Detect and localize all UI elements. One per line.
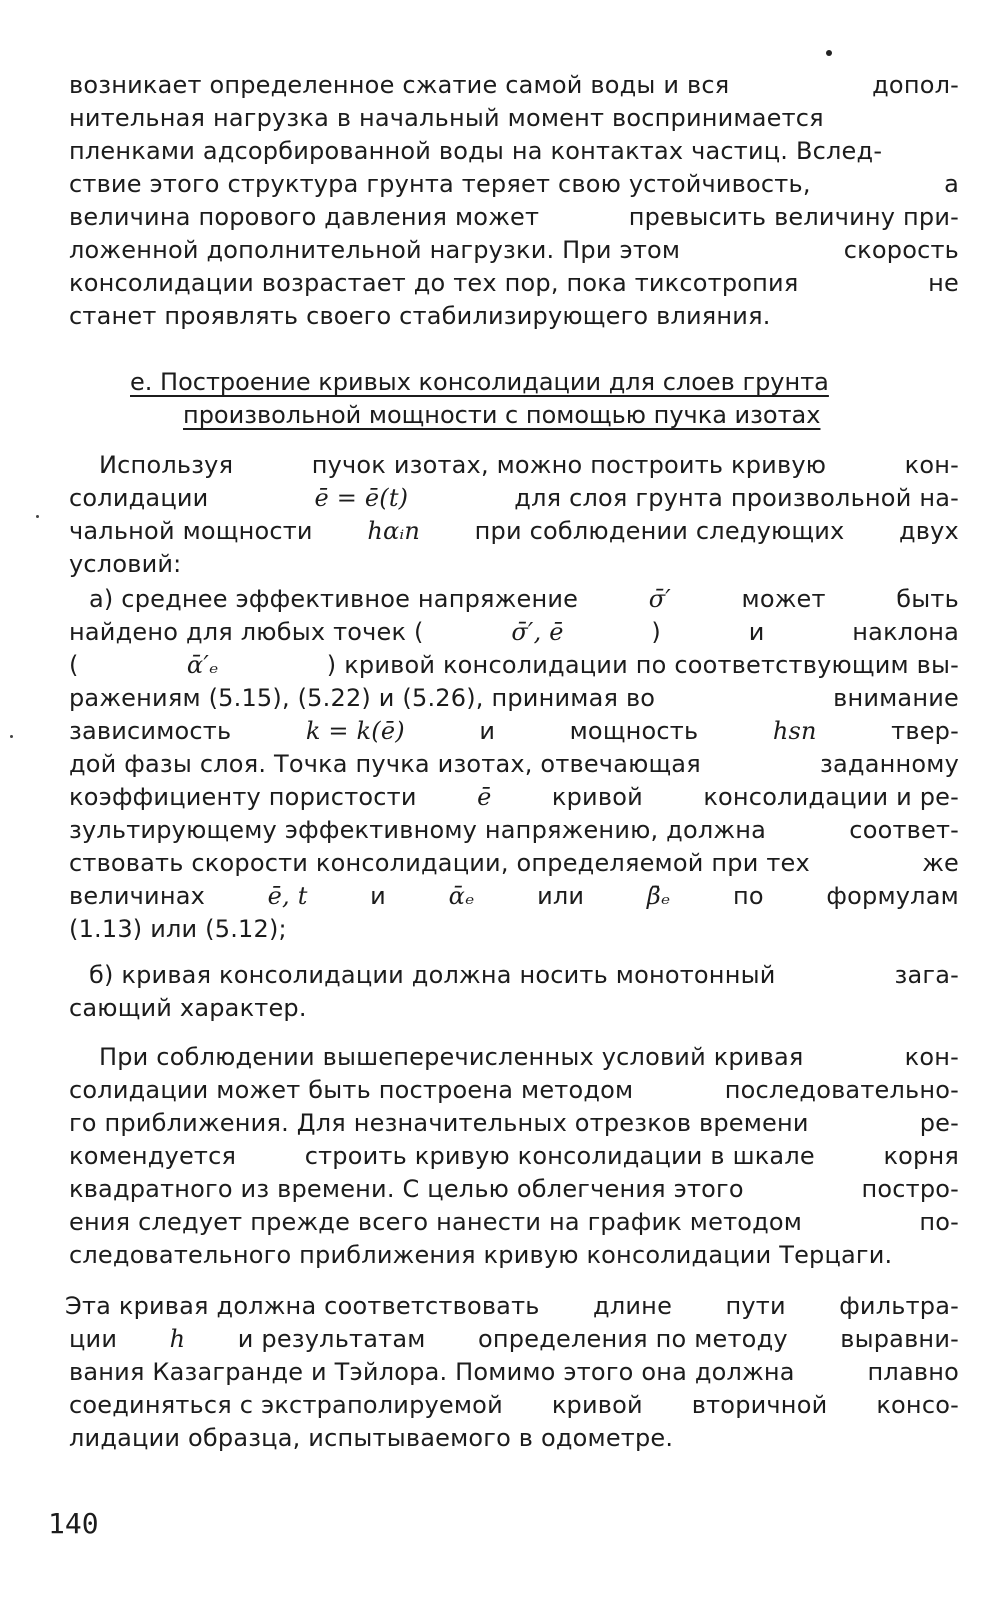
text-run: кривой [551,783,643,811]
text-run: пучок изотах, можно построить кривую [311,451,827,479]
text-run: при соблюдении следующих [474,517,845,545]
text-run: длине [593,1292,673,1320]
page-number: 140 [48,1507,99,1540]
text-run: ( [69,651,79,679]
text-line [69,1390,959,1420]
text-run: кон- [904,451,959,479]
print-speck [36,515,39,518]
heading-line-1: е. Построение кривых консолидации для слоев грунта [130,368,829,396]
text-run: лидации образца, испытываемого в одометре. [69,1424,674,1452]
text-run: солидации может быть построена методом [69,1076,634,1104]
text-run: σ̄′ [648,585,671,613]
text-line [89,584,959,614]
text-line [69,235,959,265]
text-run: внимание [833,684,959,712]
text-run: ции [69,1325,118,1353]
text-run: консолидации возрастает до тех пор, пока тиксотропия [69,269,799,297]
text-run: и результатам [237,1325,426,1353]
text-run: квадратного из времени. С целью облегчения этого [69,1175,744,1203]
text-run: же [922,849,959,877]
text-run: выравни- [840,1325,959,1353]
text-run: условий: [69,550,182,578]
text-run: k = k(ē) [305,717,405,745]
text-line [69,483,959,513]
text-line [69,1174,959,1204]
text-run: комендуется [69,1142,237,1170]
text-line [69,549,959,579]
text-run: и [748,618,765,646]
text-run: а) среднее эффективное напряжение [89,585,579,613]
text-line [69,683,959,713]
text-line [69,516,959,546]
text-run: При соблюдении вышеперечисленных условий кривая [99,1043,804,1071]
text-run: солидации [69,484,209,512]
text-run: величинах [69,882,206,910]
text-run: чальной мощности [69,517,313,545]
text-run: ствовать скорости консолидации, определяемой при тех [69,849,810,877]
text-run: ) [651,618,661,646]
text-run: не [928,269,959,297]
text-line [69,914,959,944]
text-line [69,268,959,298]
text-line [69,716,959,746]
text-run: (1.13) или (5.12); [69,915,287,943]
text-line [69,1108,959,1138]
text-line [99,450,959,480]
text-run: зультирующему эффективному напряжению, должна [69,816,767,844]
text-run: соответ- [849,816,959,844]
text-run: станет проявлять своего стабилизирующего влияния. [69,302,771,330]
text-run: зага- [894,961,959,989]
text-line [89,960,959,990]
text-run: ᾱ′ₑ [186,651,219,679]
text-run: консо- [876,1391,959,1419]
text-run: постро- [861,1175,959,1203]
text-run: пути [725,1292,786,1320]
text-line [69,202,959,232]
text-run: по [733,882,764,910]
text-run: ения следует прежде всего нанести на график методом [69,1208,803,1236]
text-run: определения по методу [478,1325,788,1353]
text-run: нительная нагрузка в начальный момент воспринимается [69,104,824,132]
text-run: плавно [867,1358,959,1386]
text-line [69,749,959,779]
text-run: дой фазы слоя. Точка пучка изотах, отвечающая [69,750,701,778]
text-run: найдено для любых точек ( [69,618,424,646]
text-line [69,650,959,680]
text-run: hαᵢn [367,517,421,545]
text-run: следовательного приближения кривую консолидации Терцаги. [69,1241,893,1269]
text-run: или [537,882,585,910]
heading-line-2: произвольной мощности с помощью пучка изотах [183,401,821,429]
text-run: консолидации и ре- [703,783,959,811]
text-line [69,815,959,845]
text-run: Используя [99,451,234,479]
text-line [69,301,959,331]
text-line [69,1324,959,1354]
text-run: фильтра- [839,1292,959,1320]
text-run: и [479,717,496,745]
text-run: корня [883,1142,959,1170]
text-line [69,1423,959,1453]
text-run: ) кривой консолидации по соответствующим вы- [326,651,959,679]
text-run: допол- [872,71,959,99]
text-line [69,136,959,166]
text-run: а [944,170,959,198]
text-run: коэффициенту пористости [69,783,417,811]
text-line [99,1042,959,1072]
text-run: зависимость [69,717,232,745]
text-line [69,993,959,1023]
text-run: формулам [826,882,959,910]
text-run: твер- [891,717,959,745]
text-run: двух [899,517,959,545]
text-line [69,848,959,878]
text-run: сающий характер. [69,994,307,1022]
print-speck [10,735,13,738]
text-run: вторичной [691,1391,828,1419]
text-run: наклона [852,618,959,646]
text-run: для слоя грунта произвольной на- [514,484,959,512]
text-run: кон- [904,1043,959,1071]
text-run: кривой [551,1391,643,1419]
text-run: ᾱₑ [448,882,475,910]
text-run: б) кривая консолидации должна носить монотонный [89,961,776,989]
text-run: строить кривую консолидации в шкале [304,1142,815,1170]
text-run: возникает определенное сжатие самой воды и вся [69,71,730,99]
text-line [69,1240,959,1270]
text-run: по- [919,1208,959,1236]
text-run: ложенной дополнительной нагрузки. При этом [69,236,681,264]
text-run: Эта кривая должна соответствовать [65,1292,540,1320]
print-speck [826,50,832,56]
text-run: быть [896,585,959,613]
text-line [69,169,959,199]
text-run: величина порового давления может [69,203,540,231]
text-line [69,1141,959,1171]
text-line [69,782,959,812]
text-run: заданному [820,750,959,778]
text-run: мощность [569,717,699,745]
text-run: ē = ē(t) [314,484,409,512]
text-line [69,881,959,911]
text-run: может [741,585,826,613]
text-run: h [169,1325,186,1353]
text-run: соединяться с экстраполируемой [69,1391,503,1419]
text-run: превысить величину при- [628,203,959,231]
text-line [69,1357,959,1387]
text-run: β̄ₑ [646,882,671,910]
text-line [69,70,959,100]
text-run: го приближения. Для незначительных отрезков времени [69,1109,809,1137]
text-run: ствие этого структура грунта теряет свою устойчивость, [69,170,811,198]
text-line [69,1207,959,1237]
text-run: ē [477,783,492,811]
text-run: σ̄′, ē [511,618,564,646]
text-run: hsn [772,717,817,745]
text-run: ре- [919,1109,959,1137]
text-run: ражениям (5.15), (5.22) и (5.26), принимая во [69,684,656,712]
text-line [69,103,959,133]
text-run: скорость [843,236,959,264]
text-line [69,1075,959,1105]
text-run: и [370,882,386,910]
text-line [65,1291,959,1321]
text-line [69,617,959,647]
text-run: ē, t [267,882,308,910]
text-run: вания Казагранде и Тэйлора. Помимо этого она должна [69,1358,795,1386]
text-run: пленками адсорбированной воды на контактах частиц. Вслед- [69,137,883,165]
text-run: последовательно- [724,1076,959,1104]
